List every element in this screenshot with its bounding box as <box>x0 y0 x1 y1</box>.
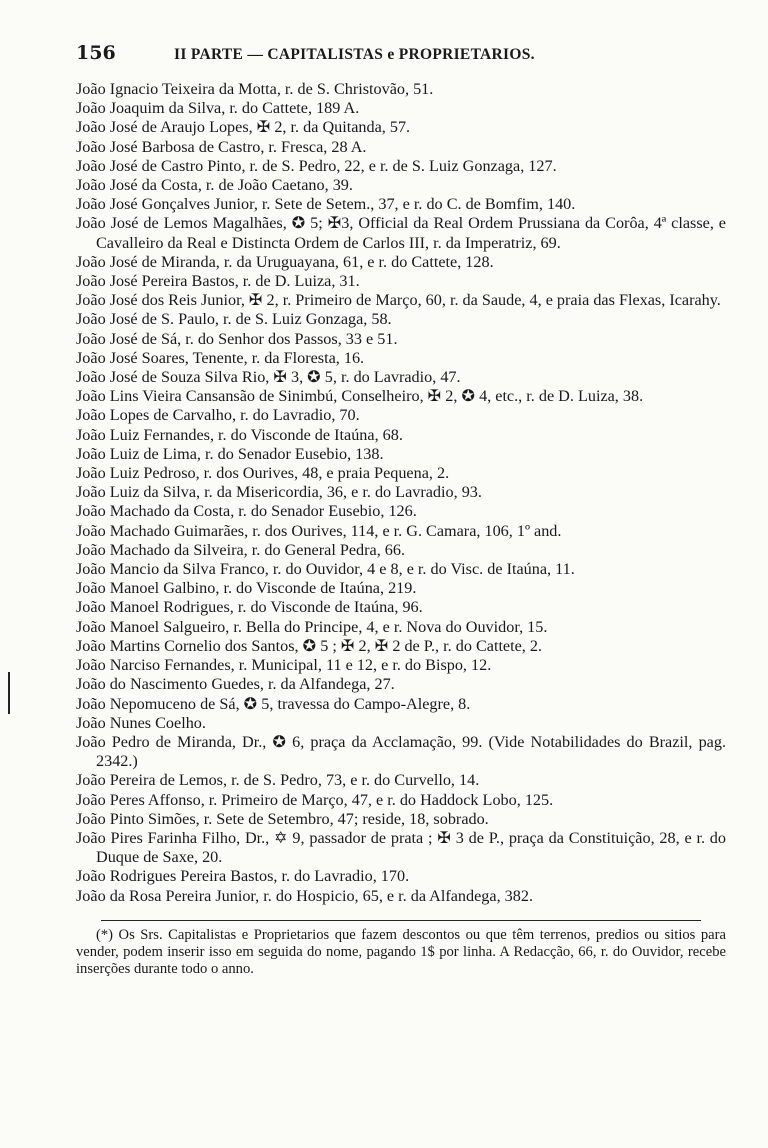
directory-entry: João Luiz Fernandes, r. do Visconde de Itaúna, 68. <box>76 425 403 444</box>
directory-entry: João José de S. Paulo, r. de S. Luiz Gonzaga, 58. <box>76 310 392 329</box>
directory-entry: João Luiz de Lima, r. do Senador Eusebio, 138. <box>76 444 384 463</box>
directory-entry: João José de Araujo Lopes, ✠ 2, r. da Quitanda, 57. <box>76 118 411 137</box>
directory-entry: João Rodrigues Pereira Bastos, r. do Lavradio, 170. <box>76 867 410 886</box>
directory-entry: João Luiz Pedroso, r. dos Ourives, 48, e praia Pequena, 2. <box>76 464 450 483</box>
directory-entry: João Manoel Galbino, r. do Visconde de Itaúna, 219. <box>76 579 417 598</box>
directory-entry: João José de Souza Silva Rio, ✠ 3, ✪ 5, r. do Lavradio, 47. <box>76 368 461 387</box>
directory-entry: João Pedro de Miranda, Dr., ✪ 6, praça da Acclamação, 99. (Vide Notabilidades do Brazil, pag. 2342.) <box>76 732 726 771</box>
directory-entry: João Nunes Coelho. <box>76 713 206 732</box>
directory-entry: João Luiz da Silva, r. da Misericordia, 36, e r. do Lavradio, 93. <box>76 483 482 502</box>
directory-entry: João da Rosa Pereira Junior, r. do Hospicio, 65, e r. da Alfandega, 382. <box>76 886 534 905</box>
directory-entry: João Lopes de Carvalho, r. do Lavradio, 70. <box>76 406 360 425</box>
directory-entry: João Lins Vieira Cansansão de Sinimbú, Conselheiro, ✠ 2, ✪ 4, etc., r. de D. Luiza, 38. <box>76 387 644 406</box>
directory-entry: João José Soares, Tenente, r. da Floresta, 16. <box>76 348 365 367</box>
directory-entry: João Manoel Salgueiro, r. Bella do Principe, 4, e r. Nova do Ouvidor, 15. <box>76 617 548 636</box>
directory-entry: João Pereira de Lemos, r. de S. Pedro, 73, e r. do Curvello, 14. <box>76 771 480 790</box>
directory-entry: João José de Lemos Magalhães, ✪ 5; ✠3, Official da Real Ordem Prussiana da Corôa, 4ª classe, e Cavalleiro da Real e Distincta Ordem de Carlos III, r. da Imperatriz, 69. <box>76 214 726 252</box>
directory-entry: João José Barbosa de Castro, r. Fresca, 28 A. <box>76 137 367 156</box>
directory-entry: João José da Costa, r. de João Caetano, 39. <box>76 176 353 195</box>
directory-entry: João Machado da Silveira, r. do General Pedra, 66. <box>76 540 406 559</box>
directory-entry: João José de Castro Pinto, r. de S. Pedro, 22, e r. de S. Luiz Gonzaga, 127. <box>76 156 557 175</box>
entry-list <box>76 80 726 906</box>
page-header <box>76 42 726 80</box>
directory-entry: João Machado da Costa, r. do Senador Eusebio, 126. <box>76 502 417 521</box>
directory-page <box>76 42 726 993</box>
margin-mark <box>8 672 10 714</box>
directory-entry: João Peres Affonso, r. Primeiro de Março, 47, e r. do Haddock Lobo, 125. <box>76 790 554 809</box>
directory-entry: João Mancio da Silva Franco, r. do Ouvidor, 4 e 8, e r. do Visc. de Itaúna, 11. <box>76 560 575 579</box>
directory-entry: João Pires Farinha Filho, Dr., ✡ 9, passador de prata ; ✠ 3 de P., praça da Constituição, 28, e r. do Duque de Saxe, 20. <box>76 828 726 867</box>
directory-entry: João José dos Reis Junior, ✠ 2, r. Primeiro de Março, 60, r. da Saude, 4, e praia das Flexas, Icarahy. <box>76 291 721 310</box>
directory-entry: João José de Sá, r. do Senhor dos Passos, 33 e 51. <box>76 329 398 348</box>
directory-entry: João José de Miranda, r. da Uruguayana, 61, e r. do Cattete, 128. <box>76 252 494 271</box>
directory-entry: João Joaquim da Silva, r. do Cattete, 189 A. <box>76 99 360 118</box>
footnote: (*) Os Srs. Capitalistas e Proprietarios que fazem descontos ou que têm terrenos, predios ou sitios para vender, podem inserir isso em seguida do nome, pagando 1$ por linha. A Redacção, 66, r. do Ouvidor, recebe inserções durante todo o anno. <box>76 926 726 978</box>
directory-entry: João do Nascimento Guedes, r. da Alfandega, 27. <box>76 675 395 694</box>
footnote-rule <box>101 920 701 921</box>
directory-entry: João José Pereira Bastos, r. de D. Luiza, 31. <box>76 272 360 291</box>
directory-entry: João Manoel Rodrigues, r. do Visconde de Itaúna, 96. <box>76 598 423 617</box>
running-head: II PARTE — CAPITALISTAS e PROPRIETARIOS. <box>174 46 535 63</box>
directory-entry: João Narciso Fernandes, r. Municipal, 11 e 12, e r. do Bispo, 12. <box>76 656 492 675</box>
directory-entry: João Ignacio Teixeira da Motta, r. de S. Christovão, 51. <box>76 80 434 98</box>
directory-entry: João Machado Guimarães, r. dos Ourives, 114, e r. G. Camara, 106, 1º and. <box>76 521 562 540</box>
directory-entry: João Martins Cornelio dos Santos, ✪ 5 ; ✠ 2, ✠ 2 de P., r. do Cattete, 2. <box>76 636 543 655</box>
directory-entry: João José Gonçalves Junior, r. Sete de Setem., 37, e r. do C. de Bomfim, 140. <box>76 195 576 214</box>
directory-entry: João Pinto Simões, r. Sete de Setembro, 47; reside, 18, sobrado. <box>76 809 489 828</box>
directory-entry: João Nepomuceno de Sá, ✪ 5, travessa do Campo-Alegre, 8. <box>76 694 471 713</box>
page-number: 156 <box>76 42 116 64</box>
